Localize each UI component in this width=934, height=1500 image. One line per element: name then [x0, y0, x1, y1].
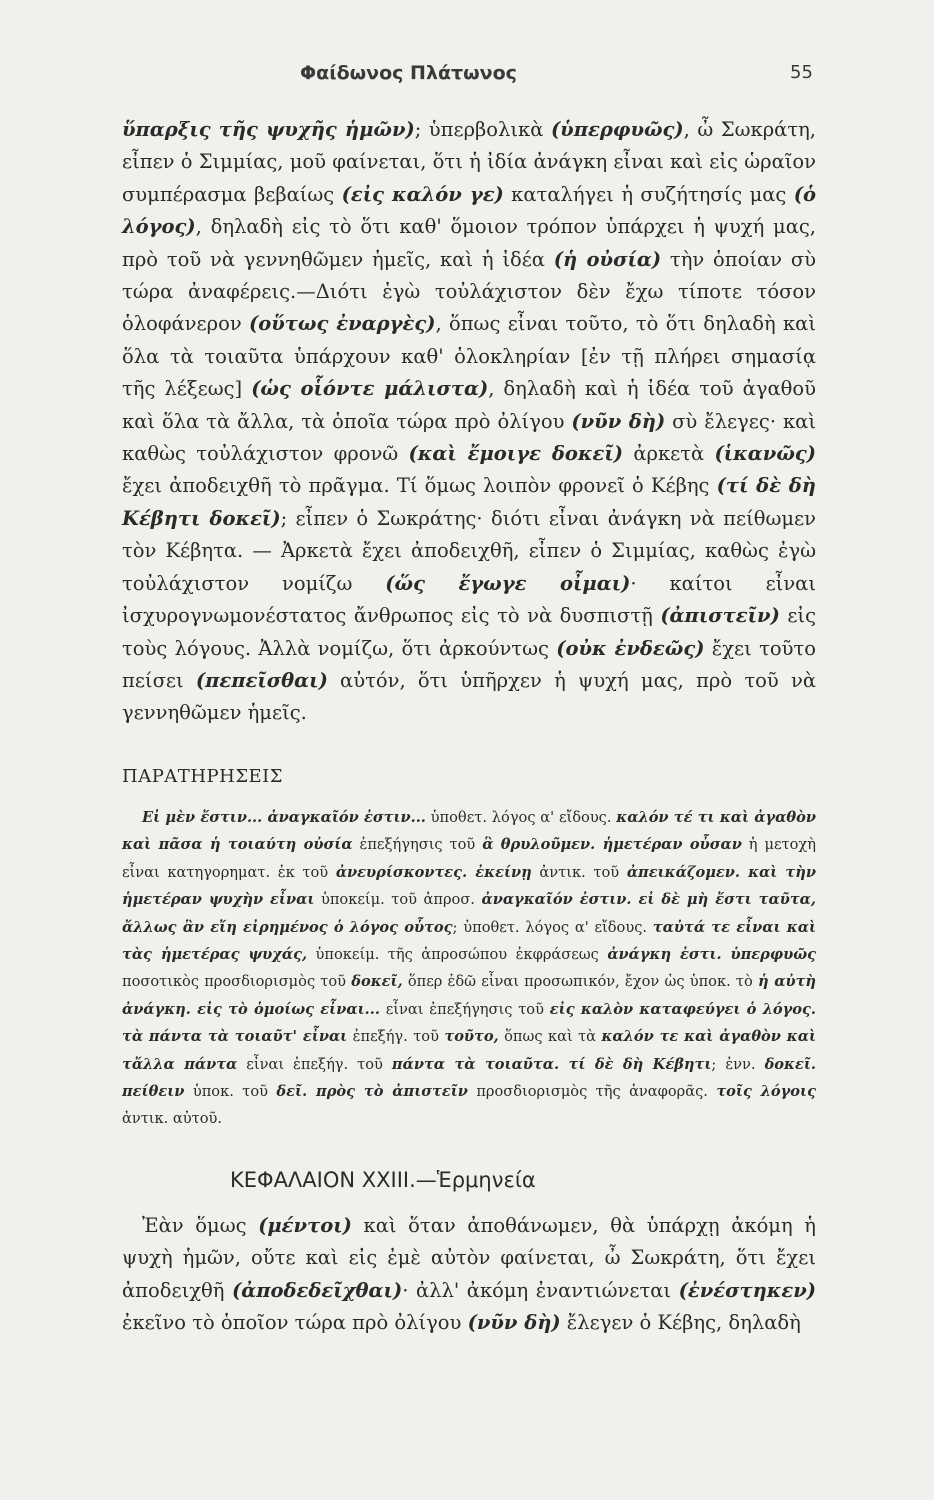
notes-heading: ΠΑΡΑΤΗΡΗΣΕΙΣ: [122, 766, 284, 787]
text-run: ἔλεγεν ὁ Κέβης, δηλαδὴ: [560, 1311, 801, 1335]
greek-gloss: (ἡ οὐσία): [553, 247, 662, 271]
text-run: ἐπεξήγ. τοῦ: [347, 1028, 445, 1046]
notes-text: [122, 804, 816, 1133]
text-run: , δηλαδὴ καὶ ἡ ἰδέα τοῦ ἀγαθοῦ καὶ ὅλα τὰ ἄλλα, τὰ ὁποῖα τώρα πρὸ ὀλίγου: [122, 377, 816, 433]
greek-gloss: ταὐτά τε εἶναι καὶ τὰς ἡμετέρας ψυχάς,: [122, 918, 817, 964]
chapter-paragraph: [122, 1210, 816, 1340]
greek-gloss: Εἰ μὲν ἔστιν... ἀναγκαῖόν ἐστιν...: [142, 809, 426, 826]
greek-gloss: (ὑπερφυῶς): [550, 118, 684, 141]
greek-gloss: (ἀπιστεῖν): [660, 604, 780, 628]
text-run: ἐπεξήγησις τοῦ: [352, 836, 483, 854]
greek-gloss: ἀναγκαῖόν ἐστιν. εἰ δὲ μὴ ἔστι ταῦτα, ἄλλως ἂν εἴη εἰρημένος ὁ λόγος οὗτος: [122, 891, 816, 936]
text-run: εἶναι ἐπεξήγησις τοῦ: [379, 1000, 550, 1018]
text-run: ἀντικ. τοῦ: [531, 863, 627, 881]
text-run: , δηλαδὴ εἰς τὸ ὅτι καθ' ὅμοιον τρόπον ὑπάρχει ἡ ψυχή μας, πρὸ τοῦ νὰ γεννηθῶμεν ἡμεῖς, καὶ ἡ ἰδέα: [122, 215, 816, 271]
greek-gloss: ἃ θρυλοῦμεν. ἡμετέραν οὖσαν: [482, 836, 742, 854]
greek-gloss: (ὥς ἔγωγε οἶμαι): [385, 571, 631, 595]
greek-gloss: (ὁ λόγος): [122, 182, 816, 239]
greek-gloss: τοῦτο,: [444, 1028, 499, 1046]
text-run: ὑποκείμ. τῆς ἀπροσώπου ἐκφράσεως: [307, 946, 608, 964]
text-run: ὅπως καὶ τὰ: [498, 1028, 602, 1046]
greek-gloss: (πεπεῖσθαι): [195, 668, 328, 692]
text-run: ὑποθετ. λόγος α' εἴδους.: [425, 809, 617, 826]
text-run: · ἀλλ' ἀκόμη ἐναντιώνεται: [402, 1278, 679, 1302]
chapter-text: [122, 1210, 816, 1340]
greek-gloss: (οὐκ ἐνδεῶς): [556, 636, 705, 660]
main-text: [122, 114, 816, 730]
greek-gloss: δεῖ. πρὸς τὸ ἀπιστεῖν: [276, 1083, 468, 1101]
chapter-heading: ΚΕΦΑΛΑΙΟΝ XXIII.—Ἑρμηνεία: [230, 1168, 536, 1192]
text-run: , ὅπως εἶναι τοῦτο, τὸ ὅτι δηλαδὴ καὶ ὅλα τὰ τοιαῦτα ὑπάρχουν καθ' ὁλοκληρίαν [ἐν τῇ πλήρει σημασίᾳ τῆς λέξεως]: [122, 312, 816, 401]
text-run: ὑποκ. τοῦ: [184, 1083, 277, 1101]
text-run: ; ὑπερβολικὰ: [414, 118, 551, 141]
greek-gloss: (ἐνέστηκεν): [678, 1278, 816, 1302]
greek-gloss: δοκεῖ,: [351, 973, 403, 991]
greek-gloss: πάντα τὰ τοιαῦτα. τί δὲ δὴ Κέβητι: [391, 1055, 712, 1073]
text-run: ἀρκετὰ: [623, 442, 715, 466]
text-run: ; εἶπεν ὁ Σωκράτης· διότι εἶναι ἀνάγκη νὰ πείθωμεν τὸν Κέβητα. — Ἀρκετὰ ἔχει ἀποδειχθῆ, εἶπεν ὁ Σιμμίας, καθὼς ἐγὼ τοὐλάχιστον νομίζω: [122, 506, 816, 595]
greek-gloss: (εἰς καλόν γε): [341, 182, 504, 206]
greek-gloss: (μέντοι): [258, 1214, 352, 1237]
notes-paragraph: [122, 804, 816, 1133]
greek-gloss: (καὶ ἔμοιγε δοκεῖ): [408, 442, 624, 466]
greek-gloss: ἡ αὐτὴ ἀνάγκη. εἰς τὸ ὁμοίως εἶναι...: [122, 973, 816, 1018]
text-run: ὑποκείμ. τοῦ ἀπροσ.: [314, 891, 482, 909]
text-run: προσδιορισμὸς τῆς ἀναφορᾶς.: [467, 1083, 717, 1101]
running-head: Φαίδωνος Πλάτωνος: [300, 62, 517, 84]
text-run: ἀντικ. αὐτοῦ.: [122, 1110, 223, 1128]
greek-gloss: ἀνευρίσκοντες. ἐκείνῃ: [335, 863, 532, 881]
greek-gloss: (οὕτως ἐναργὲς): [249, 312, 436, 336]
text-run: · καίτοι εἶναι ἰσχυρογνωμονέστατος ἄνθρωπος εἰς τὸ νὰ δυσπιστῇ: [122, 571, 816, 628]
greek-gloss: (νῦν δὴ): [467, 1311, 561, 1335]
text-run: ἔχει τοῦτο πείσει: [122, 636, 816, 692]
paragraph: [122, 114, 816, 730]
text-run: ποσοτικὸς προσδιορισμὸς τοῦ: [122, 973, 352, 991]
text-run: καταλήγει ἡ συζήτησίς μας: [503, 182, 794, 206]
text-run: αὐτόν, ὅτι ὑπῆρχεν ἡ ψυχή μας, πρὸ τοῦ νὰ γεννηθῶμεν ἡμεῖς.: [122, 668, 816, 725]
greek-gloss: (νῦν δὴ): [571, 409, 666, 433]
greek-gloss: καλόν τέ τι καὶ ἀγαθὸν καὶ πᾶσα ἡ τοιαύτη οὐσία: [122, 809, 816, 854]
text-run: ; ἐνν.: [711, 1055, 765, 1073]
greek-gloss: τοῖς λόγοις: [716, 1083, 816, 1101]
text-run: σὺ ἔλεγες· καὶ καθὼς τοὐλάχιστον φρονῶ: [122, 409, 816, 466]
text-run: τὴν ὁποίαν σὺ τώρα ἀναφέρεις.—Διότι ἐγὼ τοὐλάχιστον δὲν ἔχω τίποτε τόσον ὁλοφάνερον: [122, 247, 816, 336]
text-run: ἡ μετοχὴ εἶναι κατηγορηματ. ἐκ τοῦ: [122, 836, 816, 881]
text-run: εἶναι ἐπεξήγ. τοῦ: [237, 1055, 392, 1073]
greek-gloss: ἀνάγκη ἐστι. ὑπερφυῶς: [607, 946, 816, 964]
greek-gloss: δοκεῖ. πείθειν: [122, 1055, 816, 1101]
text-run: καὶ ὅταν ἀποθάνωμεν, θὰ ὑπάρχῃ ἀκόμη ἡ ψυχὴ ἡμῶν, οὔτε καὶ εἰς ἐμὲ αὐτὸν φαίνεται, ὦ Σωκράτη, ὅτι ἔχει ἀποδειχθῆ: [122, 1214, 816, 1302]
greek-gloss: καλόν τε καὶ ἀγαθὸν καὶ τἄλλα πάντα: [122, 1028, 817, 1073]
text-run: ἐκεῖνο τὸ ὁποῖον τώρα πρὸ ὀλίγου: [122, 1311, 468, 1335]
text-run: ἔχει ἀποδειχθῆ τὸ πρᾶγμα. Τί ὅμως λοιπὸν φρονεῖ ὁ Κέβης: [122, 474, 717, 498]
text-run: ὅπερ ἐδῶ εἶναι προσωπικόν, ἔχον ὡς ὑποκ. τὸ: [402, 973, 758, 991]
text-run: Ἐὰν ὅμως: [142, 1214, 259, 1237]
greek-gloss: (ὡς οἷόντε μάλιστα): [251, 377, 489, 401]
greek-gloss: εἰς καλὸν καταφεύγει ὁ λόγος. τὰ πάντα τὰ τοιαῦτ' εἶναι: [122, 1000, 816, 1046]
text-run: εἰς τοὺς λόγους. Ἀλλὰ νομίζω, ὅτι ἀρκούντως: [122, 604, 816, 660]
greek-gloss: ὕπαρξις τῆς ψυχῆς ἡμῶν): [122, 118, 415, 141]
greek-gloss: (τί δὲ δὴ Κέβητι δοκεῖ): [122, 474, 816, 530]
greek-gloss: (ἀποδεδεῖχθαι): [232, 1278, 403, 1302]
text-run: ; ὑποθετ. λόγος α' εἴδους.: [452, 918, 653, 936]
page-number: 55: [790, 62, 813, 83]
greek-gloss: (ἱκανῶς): [714, 442, 816, 466]
greek-gloss: ἀπεικάζομεν. καὶ τὴν ἡμετέραν ψυχὴν εἶναι: [122, 863, 816, 909]
text-run: , ὦ Σωκράτη, εἶπεν ὁ Σιμμίας, μοῦ φαίνεται, ὅτι ἡ ἰδία ἀνάγκη εἶναι καὶ εἰς ὡραῖον συμπέρασμα βεβαίως: [122, 118, 816, 206]
